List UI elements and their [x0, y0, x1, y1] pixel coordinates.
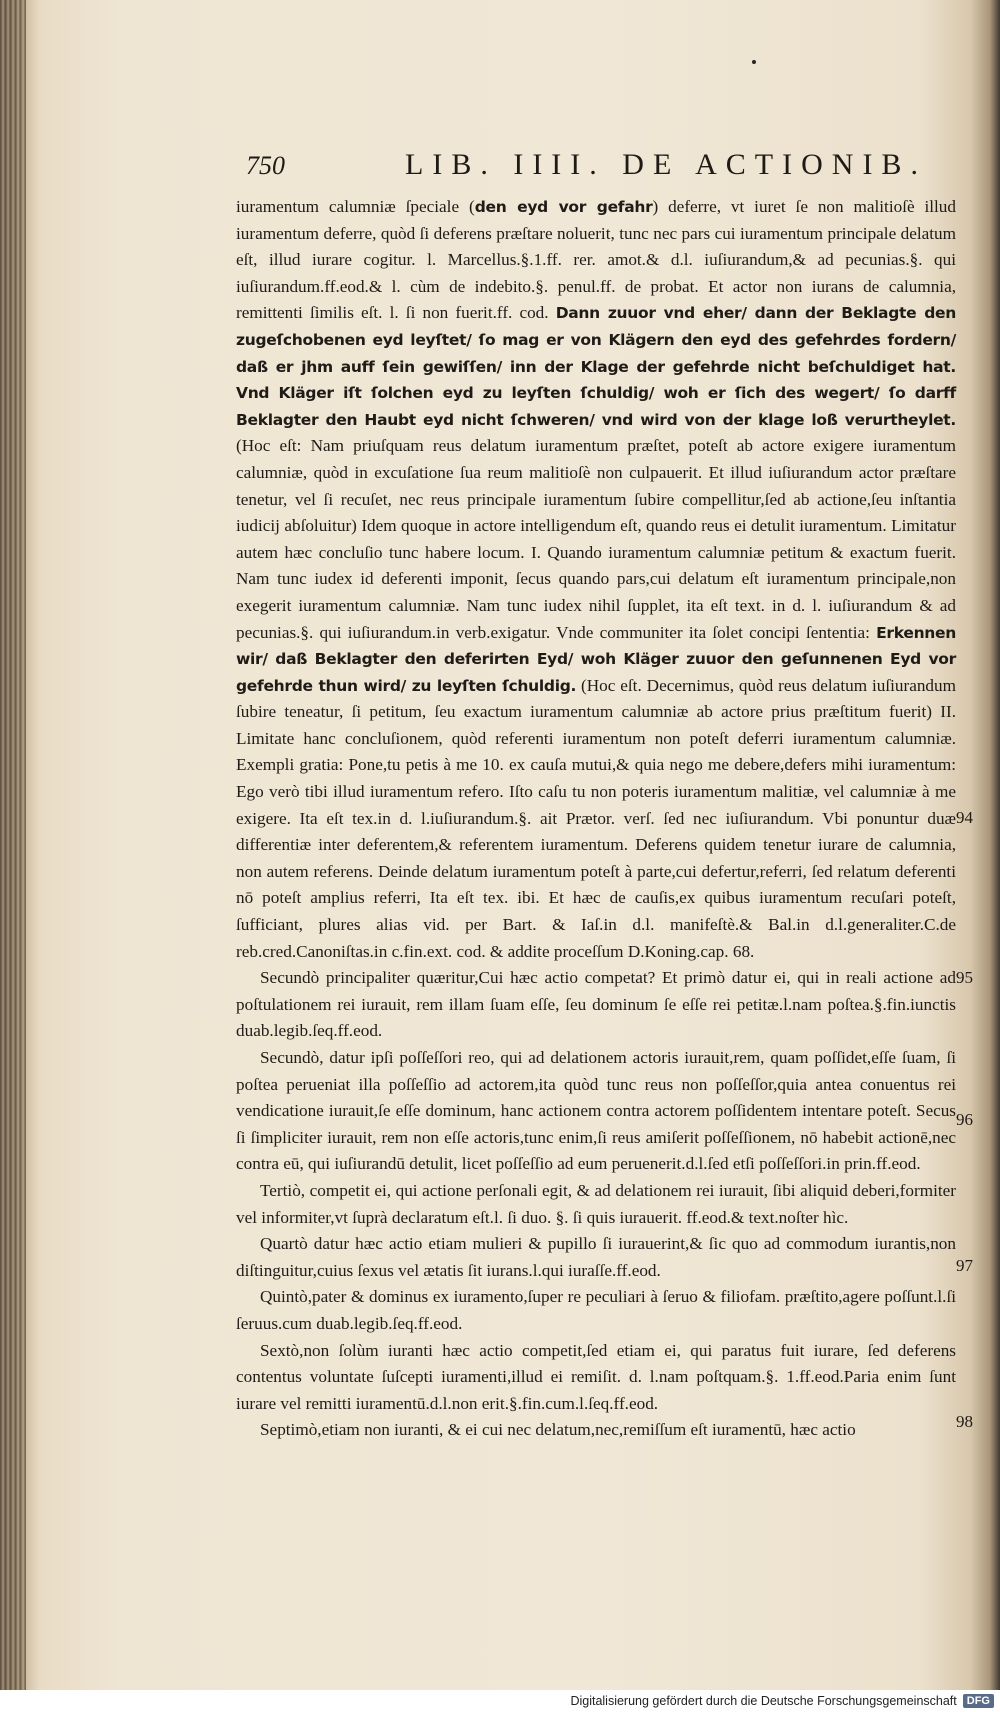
latin-text: iuramentum calumniæ ſpeciale ( — [236, 197, 475, 216]
page-number: 750 — [246, 151, 285, 180]
ink-speck — [752, 60, 756, 64]
margin-number: 96 — [956, 1110, 973, 1129]
body-paragraph — [236, 1338, 956, 1418]
latin-text: (Hoc eſt. Decernimus, quòd reus delatum iuſiurandum ſubire teneatur, ſi petitum, ſeu exactum iuramentum calumniæ ab actore prius præſtitum fuerit) II. Limitate hanc concluſionem, quòd referenti iuramentum non poteſt deferri iuramentum calumniæ. Exempli gratia: Pone,tu petis à me 10. ex cauſa mutui,& quia nego me debere,defers mihi iuramentum: Ego verò tibi illud iuramentum refero. Iſto caſu tu non poteris iuramentum malitiæ, vel calumniæ à me exigere. Ita eſt tex.in d. l.iuſiurandum.§. ait Prætor. verſ. ſed nec iuſiurandum. Vbi ponuntur duæ differentiæ inter deferentem,& referentem iuramentum. Deferens quidem tenetur iurare de calumnia, non autem referens. Deinde delatum iuramentum poteſt à parte,cui defertur,referri, ſed relatum deferenti nō poteſt amplius referri, Ita eſt tex. ibi. Et hæc de cauſis,ex quibus iuramentum recuſari poteſt, ſufficiant, plures alias vid. per Bart. & Iaſ.in d.l. manifeſtè.& Bal.in d.l.generaliter.C.de reb.cred.Canoniſtas.in c.fin.ext. cod. & addite proceſſum D.Koning.cap. 68. — [236, 675, 956, 961]
latin-text: Septimò,etiam non iuranti, & ei cui nec delatum,nec,remiſſum eſt iuramentū, hæc actio — [260, 1420, 856, 1440]
dfg-logo: DFG — [963, 1694, 994, 1708]
margin-number: 97 — [956, 1256, 973, 1275]
margin-number: 94 — [956, 808, 973, 827]
latin-text: Quintò,pater & dominus ex iuramento,ſuper re peculiari à ſeruo & filiofam. præſtito,agere poſſunt.l.ſi ſeruus.cum duab.legib.ſeq.ff.eod. — [236, 1287, 956, 1333]
latin-text: ) deferre, vt iuret ſe non malitioſè illud iuramentum deferre, quòd ſi deferens præſtare noluerit, tunc nec pars cui iuramentum principale delatum eſt, illud iurare cogitur. l. Marcellus.§.1.ff. rer. amot.& d.l. iuſiurandum,& ad pecunias.§. qui iuſiurandum.ff.eod.& l. cùm de indebito.§. penul.ff. de probat. Et actor non iurans de calumnia, remittenti ſimilis eſt. l. ſi non fuerit.ff. cod. — [236, 197, 956, 323]
latin-text: Secundò, datur ipſi poſſeſſori reo, qui ad delationem actoris iurauit,rem, quam poſſidet,eſſe ſuam, ſi poſtea perueniat illa poſſeſſio ad actorem,ita quòd tunc reus non poſſeſſor,quia antea conuentus rei vendicatione iurauit,ſe eſſe dominum, hanc actionem contra actorem poſſidentem intentare poteſt. Secus ſi ſimpliciter iurauit, rem non eſſe actoris,tunc enim,ſi reus amiſerit poſſeſſionem, nō habebit actionē,nec contra eū, qui iuſiurandū detulit, licet poſſeſſio ad eum peruenerit.d.l.ſed etſi poſſeſſori.in prin.ff.eod. — [236, 1048, 956, 1174]
german-gothic-text: Dann zuuor vnd eher/ dann der Beklagte den zugeſchobenen eyd leyſtet/ ſo mag er von Klägern den eyd des gefehrdes fordern/ daß er jhm auff ſein gewiſſen/ inn der Klage der gefehrde nicht beſchuldiget hat. Vnd Kläger iſt ſolchen eyd zu leyſten ſchuldig/ woh er ſich des wegert/ ſo darff Beklagter den Haubt eyd nicht ſchweren/ vnd wird von der klage loß verurtheylet. — [236, 304, 956, 429]
margin-number: 98 — [956, 1412, 973, 1431]
running-head — [246, 148, 986, 188]
margin-number: 95 — [956, 968, 973, 987]
body-paragraph — [236, 194, 956, 965]
footer-credit: Digitalisierung gefördert durch die Deutsche Forschungsgemeinschaft — [570, 1694, 957, 1708]
footer-bar — [0, 1690, 1000, 1712]
latin-text: Secundò principaliter quæritur,Cui hæc actio competat? Et primò datur ei, qui in reali actione ad poſtulationem rei iurauit, rem illam ſuam eſſe, ſeu dominum ſe eſſe rei petitæ.l.nam poſtea.§.fin.iunctis duab.legib.ſeq.ff.eod. — [236, 968, 956, 1041]
body-paragraph — [236, 965, 956, 1045]
main-text — [236, 194, 956, 1444]
body-paragraph — [236, 1417, 956, 1444]
body-paragraph — [236, 1231, 956, 1284]
running-title: LIB. IIII. DE ACTIONIB. — [405, 148, 927, 181]
book-page-edge — [0, 0, 26, 1712]
latin-text: (Hoc eſt: Nam priuſquam reus delatum iuramentum præſtet, poteſt ab actore exigere iuramentum calumniæ, quòd in excuſatione ſua reum malitioſè non culpauerit. Et illud iuſiurandum actor præſtare tenetur, vel ſi recuſet, nec reus principale iuramentum ſubire compellitur,ſed ab actione,ſeu inſtantia iudicij abſoluitur) Idem quoque in actore intelligendum eſt, quando reus ei detulit iuramentum. Limitatur autem hæc concluſio tunc habere locum. I. Quando iuramentum calumniæ petitum & exactum fuerit. Nam tunc iudex id deferenti imponit, ſecus quando pars,cui delatum eſt iuramentum principale,non exegerit iuramentum calumniæ. Nam tunc iudex nihil ſupplet, ita eſt text. in d. l. iuſiurandum & ad pecunias.§. qui iuſiurandum.in verb.exigatur. Vnde communiter ita ſolet concipi ſententia: — [236, 436, 956, 642]
body-paragraph — [236, 1178, 956, 1231]
body-paragraph — [236, 1284, 956, 1337]
latin-text: Sextò,non ſolùm iuranti hæc actio competit,ſed etiam ei, qui paratus fuit iurare, ſed deferens contentus voluntate ſuſcepti iuramenti,illud ei remiſit. d. l.nam poſtquam.§. 1.ff.eod.Paria enim ſunt iurare vel remitti iuramentū.d.l.non erit.§.fin.cum.l.ſeq.ff.eod. — [236, 1340, 956, 1413]
body-paragraph — [236, 1045, 956, 1178]
german-gothic-text: Erkennen wir/ daß Beklagter den deferirten Eyd/ woh Kläger zuuor den geſunnenen Eyd vor gefehrde thun wird/ zu leyſten ſchuldig. — [236, 623, 956, 695]
latin-text: Quartò datur hæc actio etiam mulieri & pupillo ſi iurauerint,& ſic quo ad commodum iurantis,non diſtinguitur,cuius ſexus vel ætatis ſit iurans.l.qui iuraſſe.ff.eod. — [236, 1234, 956, 1280]
latin-text: Tertiò, competit ei, qui actione perſonali egit, & ad delationem rei iurauit, ſibi aliquid deberi,formiter vel informiter,vt ſuprà declaratum eſt.l. ſi duo. §. ſi quis iurauerit. ff.eod.& text.noſter hìc. — [236, 1180, 956, 1227]
german-gothic-text: den eyd vor gefahr — [474, 198, 653, 216]
